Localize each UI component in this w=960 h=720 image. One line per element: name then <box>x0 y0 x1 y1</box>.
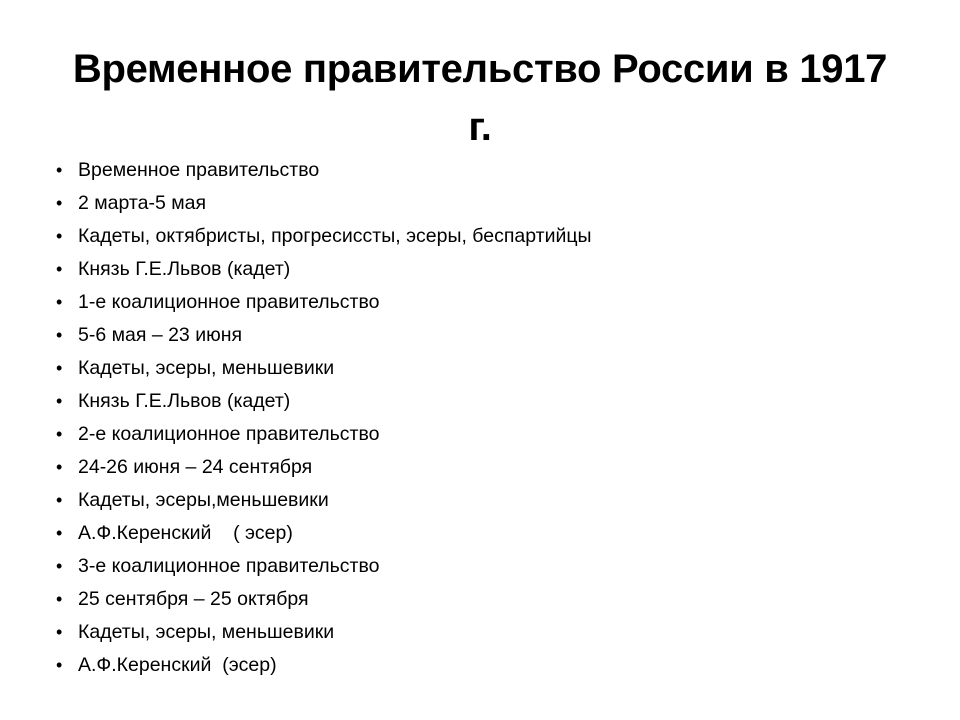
list-item-text: 2-е коалиционное правительство <box>78 423 380 445</box>
list-item <box>56 583 916 616</box>
list-item <box>56 220 916 253</box>
bullet-list <box>56 154 916 682</box>
bullet-icon: • <box>56 292 63 312</box>
bullet-icon: • <box>56 358 63 378</box>
list-item <box>56 385 916 418</box>
list-item <box>56 418 916 451</box>
list-item-text: Кадеты, эсеры,меньшевики <box>78 489 329 511</box>
list-item <box>56 286 916 319</box>
list-item-text: Князь Г.Е.Львов (кадет) <box>78 258 291 280</box>
list-item-text: 1-е коалиционное правительство <box>78 291 380 313</box>
bullet-icon: • <box>56 457 63 477</box>
slide-title: Временное правительство России в 1917 г. <box>72 47 888 149</box>
list-item <box>56 253 916 286</box>
list-item-text: А.Ф.Керенский ( эсер) <box>78 522 293 544</box>
list-item-text: 5-6 мая – 23 июня <box>78 324 243 346</box>
list-item <box>56 319 916 352</box>
bullet-icon: • <box>56 193 63 213</box>
bullet-icon: • <box>56 424 63 444</box>
list-item-text: 24-26 июня – 24 сентября <box>78 456 313 478</box>
bullet-icon: • <box>56 655 63 675</box>
list-item-text: 25 сентября – 25 октября <box>78 588 309 610</box>
bullet-icon: • <box>56 490 63 510</box>
list-item <box>56 451 916 484</box>
list-item <box>56 187 916 220</box>
list-item <box>56 550 916 583</box>
bullet-icon: • <box>56 325 63 345</box>
list-item-text: Кадеты, эсеры, меньшевики <box>78 621 335 643</box>
list-item-text: Кадеты, эсеры, меньшевики <box>78 357 335 379</box>
bullet-icon: • <box>56 226 63 246</box>
list-item-text: 3-е коалиционное правительство <box>78 555 380 577</box>
list-item-text: Временное правительство <box>78 159 320 181</box>
list-item <box>56 517 916 550</box>
bullet-icon: • <box>56 391 63 411</box>
list-item-text: Кадеты, октябристы, прогресиссты, эсеры, беспартийцы <box>78 225 592 247</box>
list-item-text: А.Ф.Керенский (эсер) <box>78 654 277 676</box>
bullet-icon: • <box>56 622 63 642</box>
bullet-icon: • <box>56 259 63 279</box>
list-item-text: Князь Г.Е.Львов (кадет) <box>78 390 291 412</box>
list-item <box>56 154 916 187</box>
bullet-icon: • <box>56 160 63 180</box>
list-item <box>56 484 916 517</box>
bullet-icon: • <box>56 556 63 576</box>
list-item <box>56 616 916 649</box>
bullet-icon: • <box>56 523 63 543</box>
bullet-icon: • <box>56 589 63 609</box>
list-item <box>56 352 916 385</box>
list-item-text: 2 марта-5 мая <box>78 192 207 214</box>
list-item <box>56 649 916 682</box>
